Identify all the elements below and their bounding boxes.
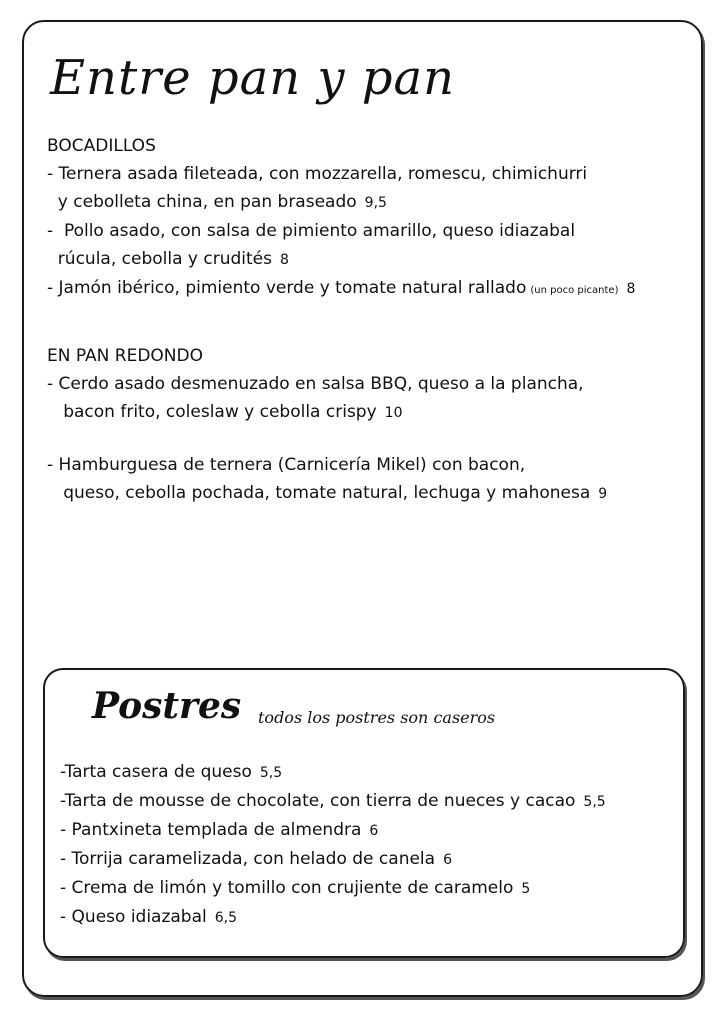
item-line: - Hamburguesa de ternera (Carnicería Mikel) con bacon, xyxy=(47,455,526,475)
item-note: (un poco picante) xyxy=(530,285,619,296)
bocadillos-heading: BOCADILLOS xyxy=(47,136,156,156)
dessert-price: 6 xyxy=(443,852,452,868)
dessert-name: -Tarta de mousse de chocolate, con tierra de nueces y cacao xyxy=(60,791,576,811)
pan-redondo-heading: EN PAN REDONDO xyxy=(47,346,203,366)
dessert-item xyxy=(60,903,606,932)
dessert-price: 5 xyxy=(521,881,531,897)
page-title: Entre pan y pan xyxy=(50,50,455,106)
item-price: 8 xyxy=(279,252,289,268)
item-price: 10 xyxy=(384,405,403,421)
menu-item xyxy=(47,245,635,274)
menu-item xyxy=(47,160,635,188)
bocadillos-section xyxy=(47,132,635,305)
dessert-price: 6 xyxy=(369,823,379,839)
menu-item xyxy=(47,479,607,508)
item-line: queso, cebolla pochada, tomate natural, lechuga y mahonesa xyxy=(47,483,591,503)
dessert-price: 5,5 xyxy=(259,765,283,781)
item-line: - Jamón ibérico, pimiento verde y tomate natural rallado xyxy=(47,278,527,298)
pan-redondo-section xyxy=(47,342,607,508)
item-line: - Ternera asada fileteada, con mozzarella, romescu, chimichurri xyxy=(47,164,588,184)
dessert-item xyxy=(60,758,606,787)
dessert-price: 5,5 xyxy=(583,794,606,810)
menu-item xyxy=(47,451,607,479)
dessert-price: 6,5 xyxy=(214,910,238,926)
dessert-item xyxy=(60,816,606,845)
item-line: bacon frito, coleslaw y cebolla crispy xyxy=(47,402,377,422)
postres-list xyxy=(60,758,606,932)
item-price: 9,5 xyxy=(364,195,387,211)
dessert-name: - Crema de limón y tomillo con crujiente de caramelo xyxy=(60,878,514,898)
dessert-name: - Torrija caramelizada, con helado de canela xyxy=(60,849,436,869)
item-price: 9 xyxy=(598,486,608,502)
dessert-name: - Queso idiazabal xyxy=(60,907,207,927)
dessert-item xyxy=(60,787,606,816)
item-line: y cebolleta china, en pan braseado xyxy=(47,192,357,212)
postres-title: Postres xyxy=(92,685,242,727)
item-line: - Pollo asado, con salsa de pimiento amarillo, queso idiazabal xyxy=(47,221,576,241)
dessert-item xyxy=(60,845,606,874)
dessert-item xyxy=(60,874,606,903)
item-line: - Cerdo asado desmenuzado en salsa BBQ, queso a la plancha, xyxy=(47,374,584,394)
dessert-name: - Pantxineta templada de almendra xyxy=(60,820,362,840)
item-price: 8 xyxy=(626,281,636,297)
menu-item xyxy=(47,398,607,427)
dessert-name: -Tarta casera de queso xyxy=(60,762,252,782)
menu-item xyxy=(47,370,607,398)
menu-item xyxy=(47,274,635,305)
menu-item xyxy=(47,188,635,217)
item-line: rúcula, cebolla y crudités xyxy=(47,249,272,269)
postres-subtitle: todos los postres son caseros xyxy=(258,708,496,727)
menu-item xyxy=(47,217,635,245)
